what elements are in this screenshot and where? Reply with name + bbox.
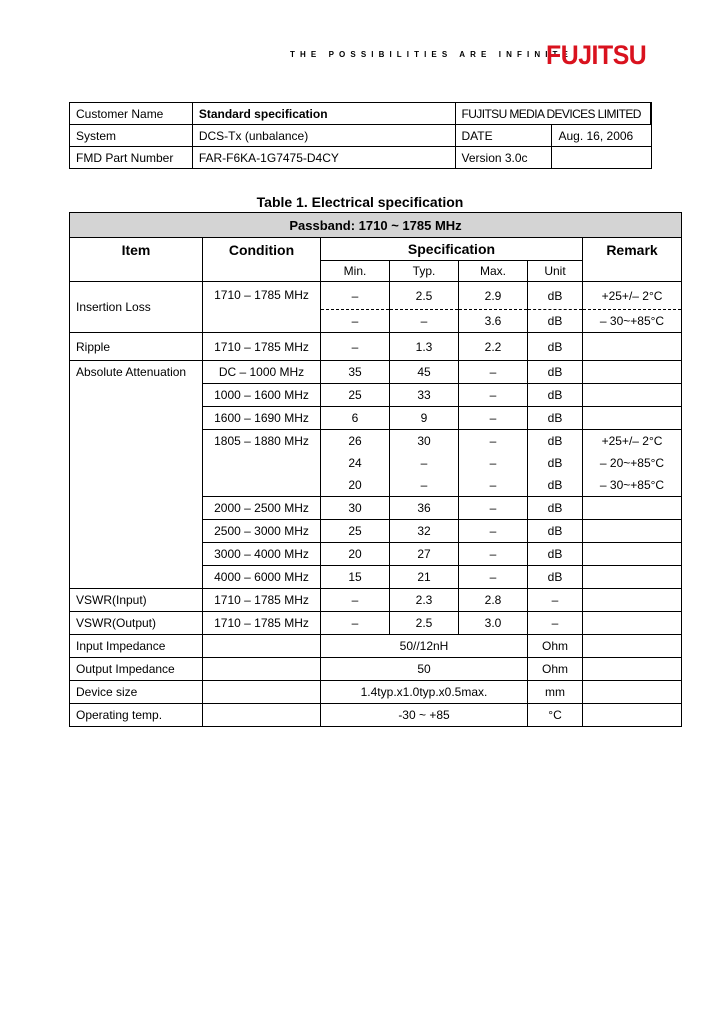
cell-value: -30 ~ +85 — [321, 704, 528, 727]
cell-typ: 2.5 — [390, 282, 459, 310]
cell-remark — [583, 589, 682, 612]
cell-value: 50 — [321, 658, 528, 681]
cell-max: – — [459, 452, 528, 474]
insertion-loss-condition: 1710 – 1785 MHz — [203, 282, 321, 333]
cell-min: – — [321, 310, 390, 333]
cell-value: 1.4typ.x1.0typ.x0.5max. — [321, 681, 528, 704]
cell-condition: 1710 – 1785 MHz — [203, 612, 321, 635]
output-impedance-item: Output Impedance — [70, 658, 203, 681]
cell-unit: – — [528, 589, 583, 612]
cell-typ: – — [390, 310, 459, 333]
cell-unit: dB — [528, 543, 583, 566]
cell-unit: dB — [528, 361, 583, 384]
cell-typ: – — [390, 474, 459, 497]
cell-condition: 1710 – 1785 MHz — [203, 589, 321, 612]
insertion-loss-item: Insertion Loss — [70, 282, 203, 333]
cell-typ: – — [390, 452, 459, 474]
cell-remark — [583, 658, 682, 681]
cell-unit: Ohm — [528, 635, 583, 658]
cell-condition: 4000 – 6000 MHz — [203, 566, 321, 589]
cell-max: 2.8 — [459, 589, 528, 612]
col-spec-header: Specification — [321, 238, 583, 261]
date-value: Aug. 16, 2006 — [552, 125, 651, 147]
cell-remark — [583, 497, 682, 520]
cell-unit: dB — [528, 520, 583, 543]
vswr-output-item: VSWR(Output) — [70, 612, 203, 635]
col-remark-header: Remark — [583, 238, 682, 282]
cell-max: 2.2 — [459, 333, 528, 361]
table-row — [70, 361, 682, 384]
cell-remark: +25+/– 2°C — [583, 430, 682, 453]
vswr-input-item: VSWR(Input) — [70, 589, 203, 612]
col-max-header: Max. — [459, 261, 528, 282]
table-row — [70, 681, 682, 704]
cell-unit: dB — [528, 430, 583, 453]
cell-remark: – 30~+85°C — [583, 474, 682, 497]
cell-remark — [583, 543, 682, 566]
cell-min: 6 — [321, 407, 390, 430]
table-row — [70, 282, 682, 310]
cell-unit: – — [528, 612, 583, 635]
tagline: THE POSSIBILITIES ARE INFINITE — [290, 50, 573, 59]
input-impedance-item: Input Impedance — [70, 635, 203, 658]
table-row — [70, 333, 682, 361]
cell-min: – — [321, 589, 390, 612]
cell-min: 25 — [321, 384, 390, 407]
cell-min: 20 — [321, 474, 390, 497]
cell-min: 30 — [321, 497, 390, 520]
cell-condition: 1805 – 1880 MHz — [203, 430, 321, 497]
cell-condition — [203, 681, 321, 704]
cell-typ: 27 — [390, 543, 459, 566]
cell-unit: dB — [528, 384, 583, 407]
col-condition-header: Condition — [203, 238, 321, 282]
cell-typ: 1.3 — [390, 333, 459, 361]
system-label: System — [70, 125, 193, 147]
cell-unit: mm — [528, 681, 583, 704]
cell-condition — [203, 658, 321, 681]
cell-min: 20 — [321, 543, 390, 566]
cell-unit: dB — [528, 474, 583, 497]
device-size-item: Device size — [70, 681, 203, 704]
ripple-item: Ripple — [70, 333, 203, 361]
cell-remark — [583, 612, 682, 635]
cell-max: – — [459, 566, 528, 589]
cell-max: – — [459, 543, 528, 566]
cell-remark — [583, 566, 682, 589]
col-typ-header: Typ. — [390, 261, 459, 282]
cell-typ: 30 — [390, 430, 459, 453]
cell-max: – — [459, 430, 528, 453]
cell-min: 26 — [321, 430, 390, 453]
cell-min: – — [321, 333, 390, 361]
cell-unit: dB — [528, 282, 583, 310]
cell-min: 25 — [321, 520, 390, 543]
document-info-table — [69, 102, 652, 169]
cell-max: 2.9 — [459, 282, 528, 310]
cell-condition: 3000 – 4000 MHz — [203, 543, 321, 566]
cell-unit: dB — [528, 452, 583, 474]
cell-remark — [583, 407, 682, 430]
version-label: Version 3.0c — [455, 147, 552, 169]
cell-remark — [583, 361, 682, 384]
cell-unit: dB — [528, 407, 583, 430]
date-label: DATE — [455, 125, 552, 147]
cell-max: – — [459, 474, 528, 497]
cell-remark: +25+/– 2°C — [583, 282, 682, 310]
cell-condition: DC – 1000 MHz — [203, 361, 321, 384]
cell-max: – — [459, 497, 528, 520]
table-caption: Table 1. Electrical specification — [256, 194, 464, 210]
version-empty-cell — [552, 147, 651, 169]
cell-min: 35 — [321, 361, 390, 384]
cell-remark — [583, 333, 682, 361]
attenuation-item: Absolute Attenuation — [70, 361, 203, 589]
table-row — [70, 658, 682, 681]
cell-typ: 9 — [390, 407, 459, 430]
cell-min: 15 — [321, 566, 390, 589]
cell-condition: 2500 – 3000 MHz — [203, 520, 321, 543]
cell-unit: dB — [528, 497, 583, 520]
customer-value: Standard specification — [192, 103, 455, 125]
system-value: DCS-Tx (unbalance) — [192, 125, 455, 147]
cell-remark: – 30~+85°C — [583, 310, 682, 333]
cell-typ: 2.5 — [390, 612, 459, 635]
cell-max: – — [459, 520, 528, 543]
cell-condition: 2000 – 2500 MHz — [203, 497, 321, 520]
customer-label: Customer Name — [70, 103, 193, 125]
cell-typ: 32 — [390, 520, 459, 543]
table-row — [70, 635, 682, 658]
table-row — [70, 612, 682, 635]
cell-max: – — [459, 361, 528, 384]
cell-remark: – 20~+85°C — [583, 452, 682, 474]
table-row — [70, 589, 682, 612]
cell-typ: 45 — [390, 361, 459, 384]
cell-typ: 21 — [390, 566, 459, 589]
cell-unit: dB — [528, 566, 583, 589]
passband-header: Passband: 1710 ~ 1785 MHz — [70, 213, 682, 238]
cell-value: 50//12nH — [321, 635, 528, 658]
cell-max: 3.6 — [459, 310, 528, 333]
col-min-header: Min. — [321, 261, 390, 282]
cell-unit: Ohm — [528, 658, 583, 681]
cell-condition: 1600 – 1690 MHz — [203, 407, 321, 430]
cell-condition — [203, 635, 321, 658]
company-name: FUJITSU MEDIA DEVICES LIMITED — [455, 103, 651, 125]
cell-min: – — [321, 282, 390, 310]
fujitsu-logo: FUJITSU — [546, 40, 647, 70]
table-row — [70, 704, 682, 727]
cell-remark — [583, 384, 682, 407]
cell-condition — [203, 704, 321, 727]
cell-unit: dB — [528, 333, 583, 361]
part-label: FMD Part Number — [70, 147, 193, 169]
cell-remark — [583, 681, 682, 704]
cell-unit: °C — [528, 704, 583, 727]
cell-condition: 1000 – 1600 MHz — [203, 384, 321, 407]
cell-max: – — [459, 384, 528, 407]
cell-typ: 33 — [390, 384, 459, 407]
cell-remark — [583, 704, 682, 727]
cell-min: – — [321, 612, 390, 635]
part-value: FAR-F6KA-1G7475-D4CY — [192, 147, 455, 169]
col-item-header: Item — [70, 238, 203, 282]
cell-max: – — [459, 407, 528, 430]
electrical-spec-table — [69, 212, 682, 727]
cell-remark — [583, 635, 682, 658]
cell-unit: dB — [528, 310, 583, 333]
operating-temp-item: Operating temp. — [70, 704, 203, 727]
cell-typ: 2.3 — [390, 589, 459, 612]
cell-remark — [583, 520, 682, 543]
cell-min: 24 — [321, 452, 390, 474]
cell-condition: 1710 – 1785 MHz — [203, 333, 321, 361]
col-unit-header: Unit — [528, 261, 583, 282]
cell-max: 3.0 — [459, 612, 528, 635]
cell-typ: 36 — [390, 497, 459, 520]
